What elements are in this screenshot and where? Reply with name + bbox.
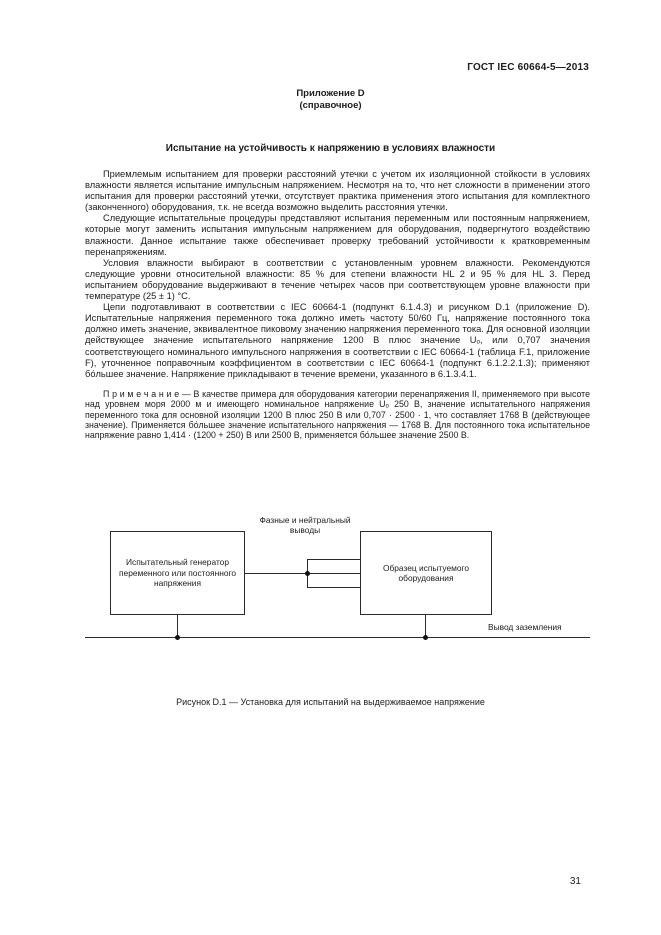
paragraph-1: Приемлемым испытанием для проверки расстояний утечки с учетом их изоляционной стойкости в условиях влажности является испытание импульсным напряжением. Несмотря на то, что нет сложности в применении этого испытания для проверки расстояний утечки, отсутствует практика применения этого испытания для комплектного (законченного) оборудования, т.к. не всегда возможно выделить расстояния утечки. [85,169,590,213]
note-paragraph: П р и м е ч а н и е — В качестве примера для оборудования категории перенапряжения II, применяемого при высоте над уровнем моря 2000 м и имеющего номинальное напряжение Uₒ 250 В, значение испытательного напряжения переменного тока для основной изоляции 1200 В плюс 250 В или 0,707 · 2500 · 1, что составляет 1768 В (действующее значение). Применяется бо́льшее значение испытательного напряжения — 1768 В. Для постоянного тока испытательное напряжение равно 1,414 · (1200 + 250) В или 2500 В, применяется бо́льшее значение 2500 В. [85,388,590,441]
junction-dot [305,571,310,576]
section-title: Испытание на устойчивость к напряжению в условиях влажности [165,143,496,154]
ground-terminal-label: Вывод заземления [488,622,562,632]
figure-d1-diagram [0,505,661,685]
annex-title: Приложение D [296,88,365,99]
paragraph-3: Условия влажности выбирают в соответствии с установленным уровнем влажности. Рекомендуются следующие уровни относительной влажности: 85 % для степени влажности HL 2 и 95 % для HL 3. Перед испытанием оборудование выдерживают в течение четырех часов при соответствующем уровне влажности при температуре (25 ± 1) °С. [85,257,590,302]
page-number: 31 [569,876,581,887]
body-text [85,169,590,441]
wire-generator-to-junction [245,573,307,574]
document-standard-number: ГОСТ IEC 60664-5—2013 [467,62,589,73]
figure-caption: Рисунок D.1 — Установка для испытаний на выдерживаемое напряжение [176,697,485,707]
annex-heading [0,88,661,112]
wire-phase-lead-2 [307,573,360,574]
ground-dot-right [423,635,428,640]
ground-dot-left [175,635,180,640]
test-generator-box: Испытательный генератор переменного или постоянного напряжения [110,531,245,615]
wire-neutral-lead [307,587,360,588]
paragraph-2: Следующие испытательные процедуры представляют испытания переменным или постоянным напряжением, которые могут заменить испытания импульсным напряжением для оборудования, подвергнутого воздействию влажности. Данное испытание также обеспечивает проверку требований устойчивости к кратковременным перенапряжениям. [85,213,590,257]
test-specimen-box: Образец испытуемого оборудования [360,531,492,615]
annex-subtitle: (справочное) [299,99,362,111]
figure-leads-label: Фазные и нейтральный выводы [259,515,351,535]
ground-line [85,637,590,638]
paragraph-4: Цепи подготавливают в соответствии с IEC 60664-1 (подпункт 6.1.4.3) и рисунком D.1 (приложение D). Испытательные напряжения переменного тока должно иметь частоту 50/60 Гц, напряжение постоянного тока должно иметь значение, эквивалентное пиковому значению напряжения переменного тока. Для основной изоляции действующее значение испытательного напряжение 1200 В плюс значение Uₒ, или 0,707 значения соответствующего номинального импульсного напряжения в соответствии с IEC 60664-1 (таблица F.1, приложение F), уточненное поправочным коэффициентом в соответствии с IEC 60664-1 (подпункт 6.1.2.2.1.3); применяют бо́льшее значение. Напряжение прикладывают в течение времени, указанного в 6.1.3.4.1. [85,302,590,379]
wire-phase-lead-1 [307,559,360,560]
